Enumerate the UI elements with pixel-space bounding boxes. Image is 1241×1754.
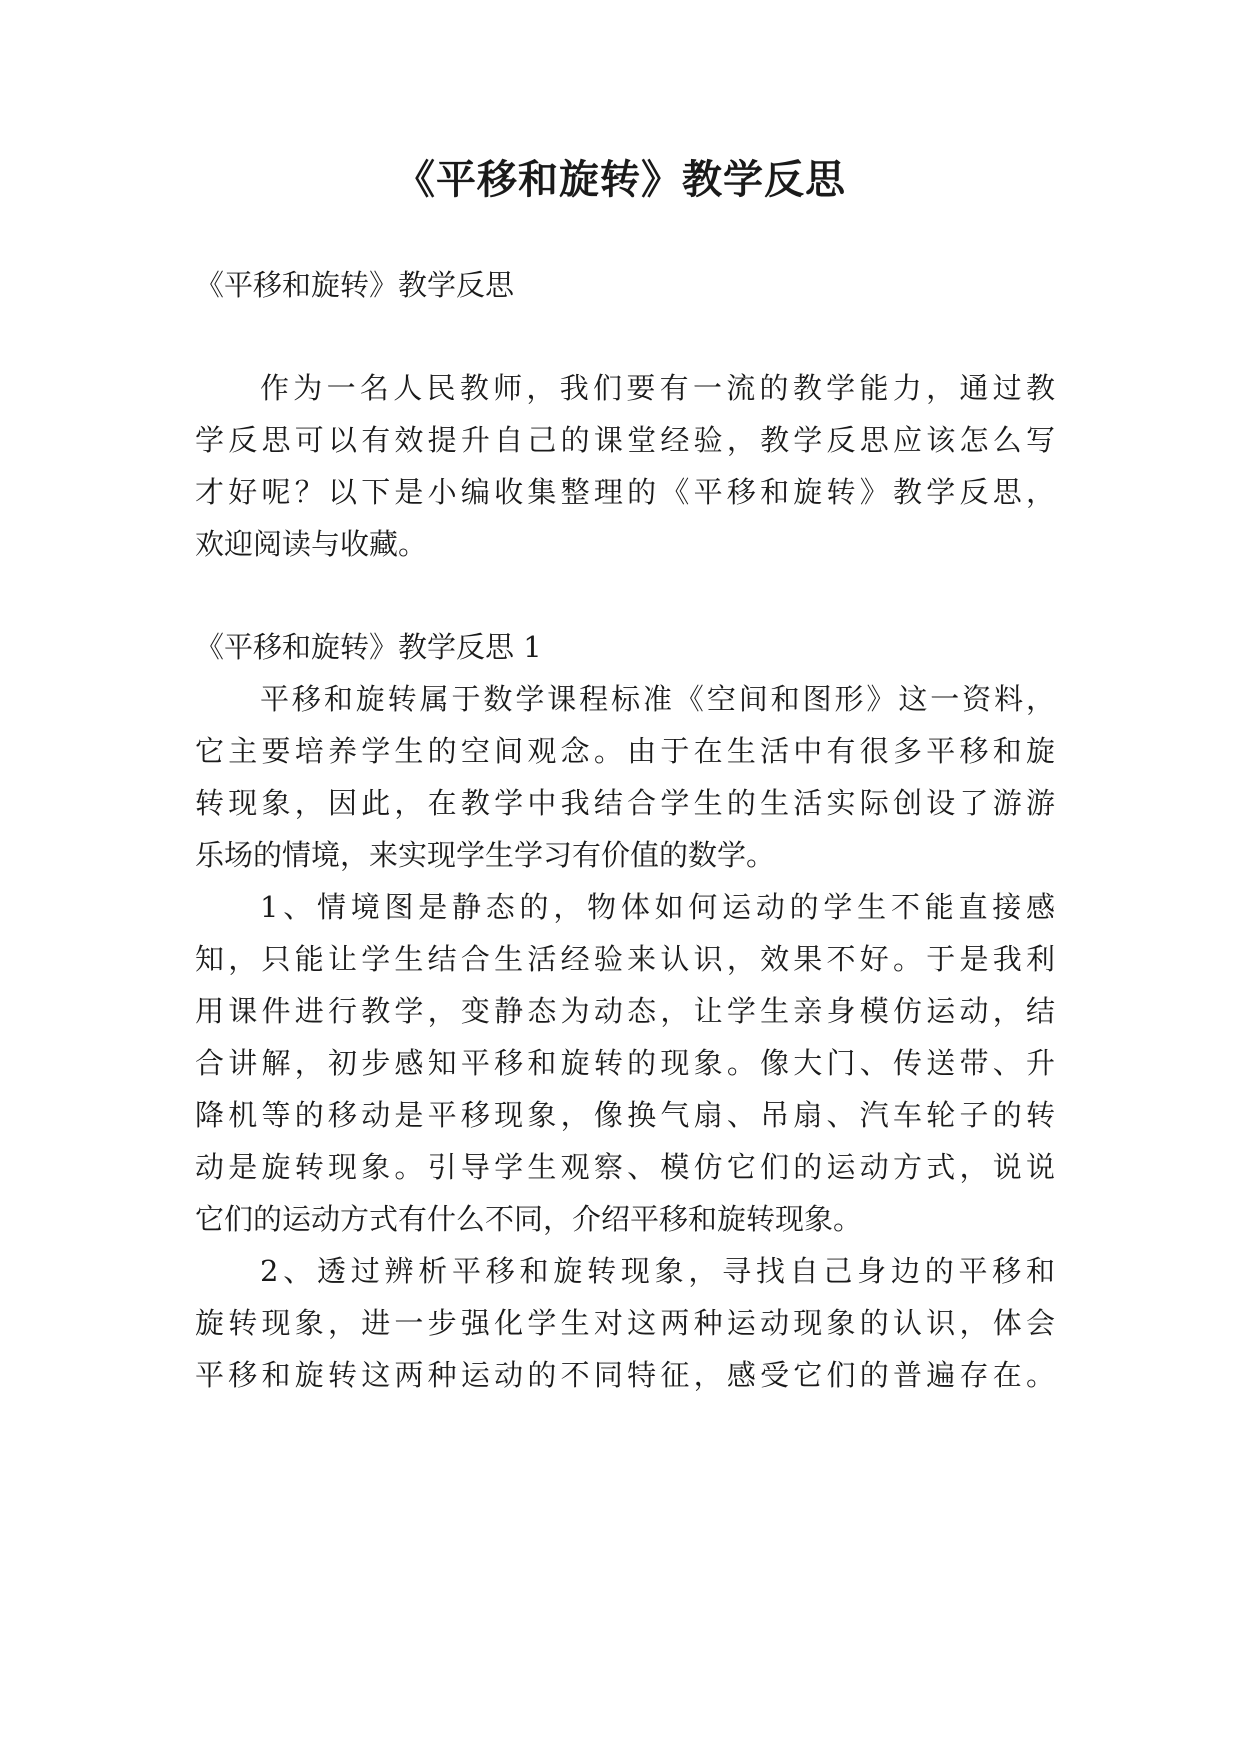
body-line: 知，只能让学生结合生活经验来认识，效果不好。于是我利 bbox=[195, 942, 1055, 976]
body-line: 它主要培养学生的空间观念。由于在生活中有很多平移和旋 bbox=[195, 734, 1055, 768]
body-line: 它们的运动方式有什么不同，介绍平移和旋转现象。 bbox=[195, 1202, 863, 1236]
body-line: 2、透过辨析平移和旋转现象，寻找自己身边的平移和 bbox=[260, 1254, 1055, 1288]
intro-line: 作为一名人民教师，我们要有一流的教学能力，通过教 bbox=[260, 371, 1055, 405]
document-title: 《平移和旋转》教学反思 bbox=[395, 157, 846, 203]
body-line: 动是旋转现象。引导学生观察、模仿它们的运动方式，说说 bbox=[195, 1150, 1055, 1184]
body-line: 乐场的情境，来实现学生学习有价值的数学。 bbox=[195, 838, 776, 872]
section-heading: 《平移和旋转》教学反思 1 bbox=[195, 630, 542, 664]
intro-line: 学反思可以有效提升自己的课堂经验，教学反思应该怎么写 bbox=[195, 423, 1055, 457]
body-line: 转现象，因此，在教学中我结合学生的生活实际创设了游游 bbox=[195, 786, 1055, 820]
intro-line: 才好呢？以下是小编收集整理的《平移和旋转》教学反思， bbox=[195, 475, 1055, 509]
body-line: 降机等的移动是平移现象，像换气扇、吊扇、汽车轮子的转 bbox=[195, 1098, 1055, 1132]
body-line: 旋转现象，进一步强化学生对这两种运动现象的认识，体会 bbox=[195, 1306, 1055, 1340]
body-line: 1、情境图是静态的，物体如何运动的学生不能直接感 bbox=[260, 890, 1055, 924]
body-line: 平移和旋转这两种运动的不同特征，感受它们的普遍存在。 bbox=[195, 1358, 1055, 1392]
body-line: 平移和旋转属于数学课程标准《空间和图形》这一资料， bbox=[260, 682, 1055, 716]
intro-line: 欢迎阅读与收藏。 bbox=[195, 527, 428, 561]
document-subtitle: 《平移和旋转》教学反思 bbox=[195, 268, 515, 302]
body-line: 用课件进行教学，变静态为动态，让学生亲身模仿运动，结 bbox=[195, 994, 1055, 1028]
body-line: 合讲解，初步感知平移和旋转的现象。像大门、传送带、升 bbox=[195, 1046, 1055, 1080]
